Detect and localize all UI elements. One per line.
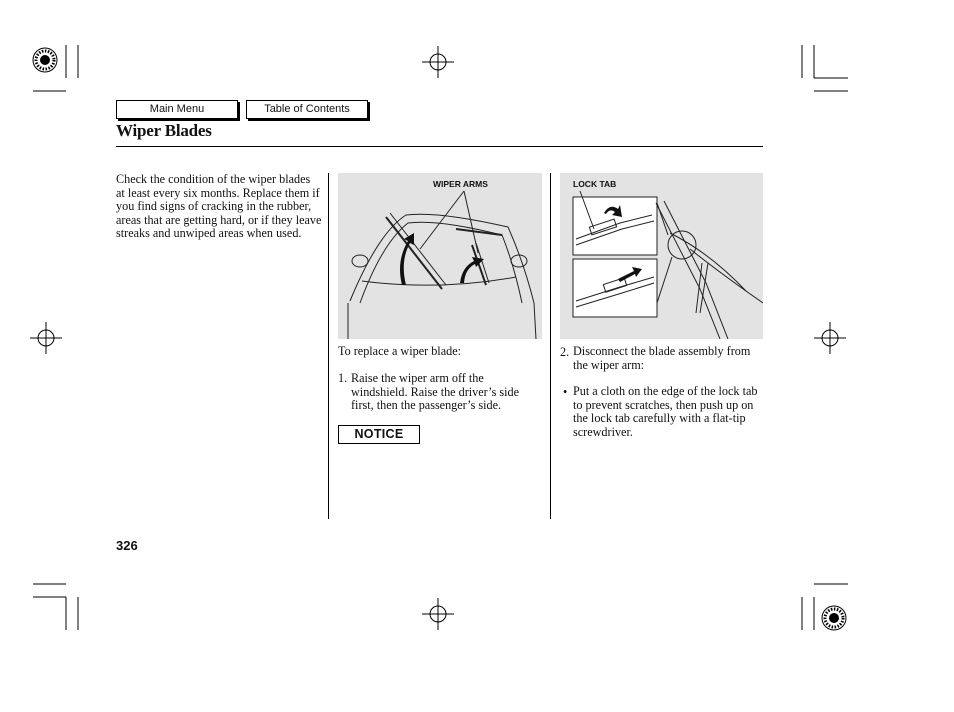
title-rule [116, 146, 763, 147]
step-1-text: Raise the wiper arm off the windshield. Raise the driver’s side first, then the passenger’s side. [351, 371, 520, 413]
column-divider-left [328, 173, 329, 519]
bullet-dot: • [563, 385, 568, 399]
step-2-text: Disconnect the blade assembly from the wiper arm: [573, 344, 751, 372]
wiper-arms-label: WIPER ARMS [433, 179, 488, 189]
replace-intro: To replace a wiper blade: [338, 344, 461, 358]
intro-paragraph: Check the condition of the wiper blades at least every six months. Replace them if you find signs of cracking in the rubber, areas that are getting hard, or if they leave streaks and unwiped areas when used. [116, 172, 322, 241]
step-1-number: 1. [338, 371, 348, 385]
step-2-number: 2. [560, 345, 570, 359]
lock-tab-label: LOCK TAB [573, 179, 617, 189]
page-number: 326 [116, 538, 138, 553]
notice-badge: NOTICE [338, 425, 420, 444]
lock-tab-illustration [560, 173, 763, 339]
lock-tab-figure [560, 173, 763, 339]
column-divider-right [550, 173, 551, 519]
table-of-contents-button[interactable]: Table of Contents [246, 100, 368, 119]
wiper-arms-figure [338, 173, 542, 339]
windshield-illustration [338, 173, 542, 339]
main-menu-button[interactable]: Main Menu [116, 100, 238, 119]
page-title: Wiper Blades [116, 121, 212, 140]
bullet-text: Put a cloth on the edge of the lock tab to prevent scratches, then push up on the lock tab carefully with a flat-tip screwdriver. [573, 384, 758, 439]
